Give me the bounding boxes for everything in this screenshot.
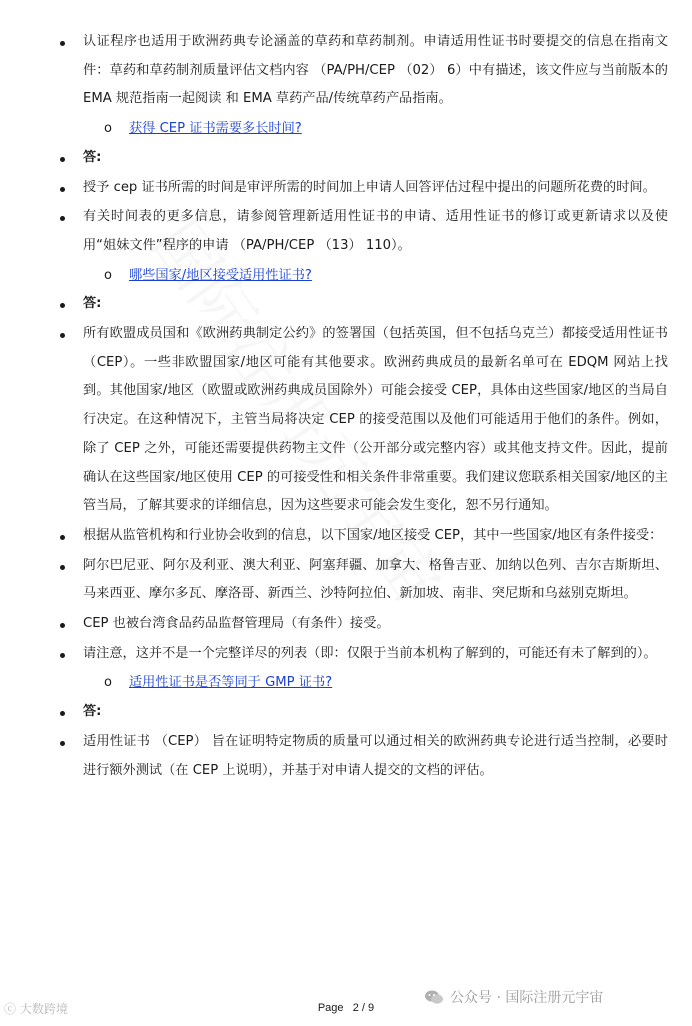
answer-label — [0, 144, 692, 173]
bullet-dot-icon — [60, 741, 65, 746]
page-label: Page — [317, 1002, 344, 1014]
source-watermark — [4, 1000, 68, 1017]
paragraph-text: 请注意，这并不是一个完整详尽的列表（即：仅限于当前本机构了解到的，可能还有未了解到的）。 — [83, 645, 657, 661]
bullet-dot-icon — [60, 41, 65, 46]
source-name: 大数跨境 — [19, 1002, 68, 1016]
bullet-dot-icon — [60, 187, 65, 192]
page-current: 2 — [352, 1002, 359, 1014]
bullet-paragraph — [0, 640, 692, 669]
paragraph-text: 授予 cep 证书所需的时间是审评所需的时间加上申请人回答评估过程中提出的问题所花费的时间。 — [83, 179, 656, 195]
faq-question-item — [0, 669, 692, 698]
account-watermark — [424, 987, 603, 1007]
bullet-paragraph — [0, 728, 692, 785]
paragraph-text: 有关时间表的更多信息，请参阅管理新适用性证书的申请、适用性证书的修订或更新请求以及使用“姐妹文件”程序的申请 （PA/PH/CEP （13） 110）。 — [83, 209, 668, 253]
bullet-dot-icon — [60, 216, 65, 221]
page-total: 9 — [368, 1002, 375, 1014]
paragraph-text: CEP 也被台湾食品药品监督管理局（有条件）接受。 — [83, 616, 390, 632]
bullet-dot-icon — [60, 623, 65, 628]
circle-bullet-icon: o — [104, 675, 112, 691]
paragraph-text: 答: — [83, 149, 102, 165]
faq-question-item — [0, 115, 692, 144]
wechat-icon — [424, 989, 444, 1005]
paragraph-text: 认证程序也适用于欧洲药典专论涵盖的草药和草药制剂。申请适用性证书时要提交的信息在指南文件：草药和草药制剂质量评估文档内容 （PA/PH/CEP （02） 6）中有描述，该文件应与当前版本的 EMA 规范指南一起阅读 和 EMA 草药产品/传统草药产品指南。 — [83, 34, 668, 107]
circle-bullet-icon: o — [104, 267, 112, 283]
document-body — [0, 28, 692, 786]
paragraph-text: 适用性证书 （CEP） 旨在证明特定物质的质量可以通过相关的欧洲药典专论进行适当控制，必要时进行额外测试（在 CEP 上说明），并基于对申请人提交的文档的评估。 — [83, 733, 668, 778]
circle-bullet-icon: o — [104, 121, 112, 137]
page-separator: / — [361, 1002, 365, 1014]
bullet-dot-icon — [60, 711, 65, 716]
account-name: 公众号 · 国际注册元宇宙 — [450, 990, 604, 1006]
bullet-paragraph — [0, 320, 692, 521]
bullet-paragraph — [0, 522, 692, 551]
bullet-dot-icon — [60, 333, 65, 338]
bullet-dot-icon — [60, 535, 65, 540]
faq-question-link[interactable]: 适用性证书是否等同于 GMP 证书? — [129, 675, 333, 691]
bullet-paragraph — [0, 203, 692, 260]
paragraph-text: 阿尔巴尼亚、阿尔及利亚、澳大利亚、阿塞拜疆、加拿大、格鲁吉亚、加纳以色列、吉尔吉斯斯坦、马来西亚、摩尔多瓦、摩洛哥、新西兰、沙特阿拉伯、新加坡、南非、突尼斯和乌兹别克斯坦。 — [83, 557, 668, 602]
bullet-paragraph — [0, 610, 692, 639]
bullet-dot-icon — [60, 565, 65, 570]
bullet-paragraph — [0, 552, 692, 609]
faq-question-item — [0, 262, 692, 291]
bullet-dot-icon — [60, 653, 65, 658]
bullet-paragraph — [0, 174, 692, 203]
paragraph-text: 答: — [83, 704, 102, 720]
bullet-dot-icon — [60, 157, 65, 162]
paragraph-text: 根据从监管机构和行业协会收到的信息，以下国家/地区接受 CEP，其中一些国家/地区有条件接受： — [83, 527, 663, 543]
paragraph-text: 所有欧盟成员国和《欧洲药典制定公约》的签署国（包括英国，但不包括乌克兰）都接受适用性证书 （CEP）。一些非欧盟国家/地区可能有其他要求。欧洲药典成员的最新名单可在 EDQM 网站上找到。其他国家/地区（欧盟或欧洲药典成员国除外）可能会接受 CEP，具体由这些国家/地区的当局自行决定。在这种情况下，主管当局将决定 CEP 的接受范围以及他们可能适用于他们的条件。例如，除了 CEP 之外，可能还需要提供药物主文件（公开部分或完整内容）或其他支持文件。因此，提前确认在这些国家/地区使用 CEP 的可接受性和相关条件非常重要。我们建议您联系相关国家/地区的主管当局，了解其要求的详细信息，因为这些要求可能会发生变化，恕不另行通知。 — [83, 326, 668, 514]
bullet-paragraph — [0, 28, 692, 114]
faq-question-link[interactable]: 获得 CEP 证书需要多长时间? — [129, 121, 302, 137]
faq-question-link[interactable]: 哪些国家/地区接受适用性证书? — [129, 267, 312, 283]
bullet-dot-icon — [60, 303, 65, 308]
source-logo-icon: ⓒ — [4, 1002, 17, 1016]
answer-label — [0, 698, 692, 727]
paragraph-text: 答: — [83, 296, 102, 312]
answer-label — [0, 290, 692, 319]
